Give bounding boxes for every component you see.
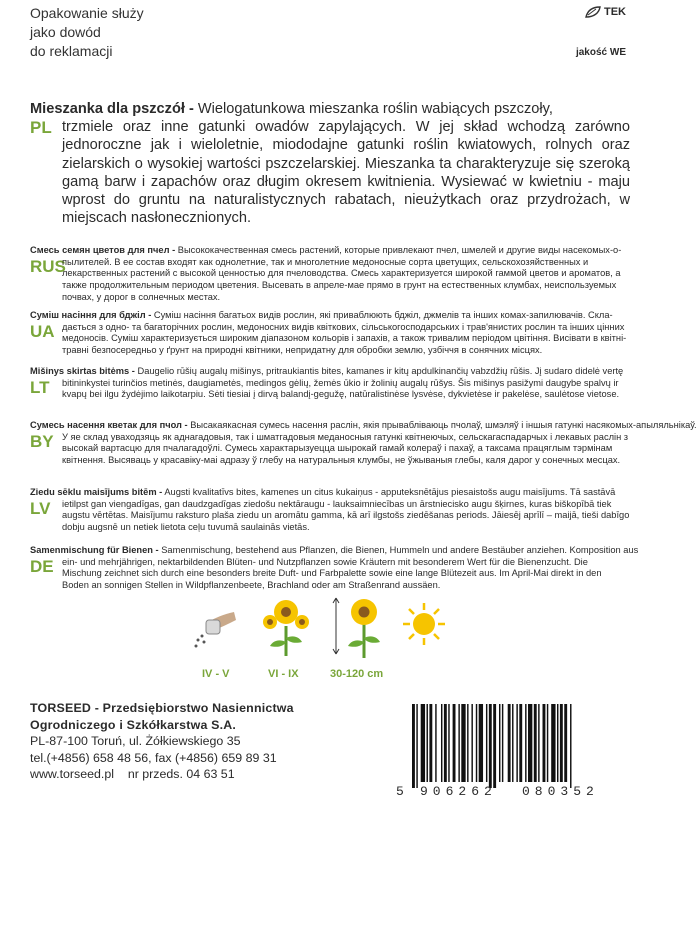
company-phone: tel.(+4856) 658 48 56, fax (+4856) 659 89 31: [30, 750, 277, 765]
lang-tag-ua: UA: [30, 321, 55, 341]
ua-line1: Суміш насіння багатьох видів рослин, які приваблюють бджіл, джмелів та інших комах-запилювачів. Скла-: [153, 310, 613, 320]
barcode-bar: [516, 704, 517, 782]
barcode-bar: [412, 704, 415, 788]
complaint-note: [30, 4, 144, 61]
description-lt: [30, 366, 630, 401]
description-de: [30, 545, 639, 592]
complaint-note-line: do reklamacji: [30, 43, 113, 59]
barcode-bar: [435, 704, 436, 782]
barcode-bar: [448, 704, 449, 782]
by-title: Сумесь насення кветак для пчол -: [30, 420, 188, 430]
barcode-bar: [421, 704, 425, 782]
barcode-bar: [444, 704, 447, 782]
lang-tag-de: DE: [30, 556, 54, 576]
company-info: [30, 700, 294, 783]
lt-body: bitininkystei turinčios metinės, daugiametės, medingos gėlių, žemės ūkio ir žolinių augalų rūšys. Šis mišinys pasižymi daugybe spalvų ir kvapų bei ilgu žydėjimo laikotarpiu. Sėti tiesiai į dirvą balandį-gegužę, natūralistinėse lysvėse, dykvietėse ir pakelėse, saulėtose vietose.: [62, 377, 620, 400]
barcode-bar: [493, 704, 496, 788]
sunflower-height-icon: [330, 596, 390, 658]
lt-line1: Daugelio rūšių augalų mišinys, pritraukiantis bites, kamanes ir kitų apdulkinančių vabzdžių rūšis. Jį sudaro didelė vertę: [137, 366, 624, 376]
barcode-bar: [538, 704, 539, 782]
barcode-digit-lead: 5: [396, 784, 404, 799]
pl-line1: Wielogatunkowa mieszanka roślin wabiących pszczoły,: [197, 101, 553, 117]
by-line1: Высакаякасная сумесь насення раслін, якія прывабліваюць пчолаў, шмэляў і іншыя гатункі насякомых-апыляльнікаў.: [190, 420, 697, 430]
description-lv: [30, 487, 630, 534]
ru-line1: Высококачественная смесь растений, которые привлекают пчел, шмелей и другие виды насекомых-о-: [177, 245, 622, 255]
company-website[interactable]: www.torseed.pl: [30, 767, 115, 781]
barcode-digits-right: 080352: [522, 784, 599, 799]
de-body: ein- und mehrjährigen, nektarbildenden Blüten- und Nutzpflanzen sowie Kräutern mit besonderem Wert für die Bienenzucht. Die Mischung zeichnet sich durch eine besonders breite Duft- und Farbpalette sowie eine lange Blütezeit aus. Im April-Mai direkt in den Boden an sonnigen Stellen in Wildpflanzenbeete, Brachland oder am Straßenrand aussäen.: [62, 556, 602, 591]
barcode-bar: [458, 704, 459, 782]
lang-tag-lv: LV: [30, 498, 51, 518]
barcode-bar: [525, 704, 526, 782]
description-ru: [30, 245, 630, 304]
lang-tag-lt: LT: [30, 377, 50, 397]
barcode: [396, 700, 630, 799]
barcode-bar: [551, 704, 555, 782]
sun-icon: [402, 602, 446, 646]
ua-body: дається з одно- та багаторічних рослин, медоносних видів квіткових, сільськогосподарських і трав'янистих рослин та інших цінних медоносів. Суміш характеризується широким діапазоном кольорів і запахів, а також тривалим періодом цвітіння. Висівати в квітні-травні безпосередньо у ґрунт на природні квітники, непридатну для обробки землю, узбіччя в сонячних місцях.: [62, 321, 627, 356]
barcode-bar: [519, 704, 522, 782]
lv-title: Ziedu sēklu maisījums bitēm -: [30, 487, 163, 497]
company-reg-number: nr przeds. 04 63 51: [127, 767, 235, 781]
leaf-icon: [585, 6, 601, 18]
barcode-bar: [528, 704, 532, 782]
quality-label: jakość WE: [575, 47, 626, 58]
company-address: PL-87-100 Toruń, ul. Żółkiewskiego 35: [30, 734, 241, 748]
ua-title: Суміш насіння для бджіл -: [30, 310, 152, 320]
ru-body: пылителей. В ее состав входят как однолетние, так и многолетние медоносные сорта цветущих, сельскохозяйственных и лекарственных растений с высокой ценностью для пчеловодства. Смесь характеризуется широкой гаммой цветов и ароматов, а также продолжительным периодом цветения. Высевать в апреле-мае прямо в грунт на естественных клумбах, неиспользуемых почвах, у дорог в солнечных местах.: [62, 256, 621, 302]
lang-tag-ru: RUS: [30, 256, 66, 276]
sowing-period-label: IV - V: [202, 668, 230, 680]
by-body: У яе склад уваходзяць як аднагадовыя, так і шматгадовыя меданосныя гатункі квітнеючых, сельскагаспадарчых і лекавых раслін з высокай вартасцю для пчалагадоўлі. Сумесь характарызуецца шырокай гамай колераў і пахаў, а таксама працяглым тэрмінам квітнення. Высяваць у красавіку-маі адразу ў глебу на натуральныя клумбы, не ўжываныя глебы, каля дарог у сонечных месцах.: [62, 431, 629, 466]
barcode-bar: [467, 704, 468, 782]
plant-height-label: 30-120 cm: [330, 668, 384, 680]
complaint-note-line: Opakowanie służy: [30, 5, 144, 21]
barcode-bar: [570, 704, 571, 788]
barcode-bar: [427, 704, 428, 782]
barcode-bar: [560, 704, 563, 782]
growing-pictograms: [180, 600, 440, 690]
barcode-bar: [416, 704, 417, 788]
barcode-bar: [441, 704, 442, 782]
lv-body: ietilpst gan viengadīgas, gan daudzgadīgas ziedošu nektāraugu - lauksaimniecības un ārstniecisko augu šķirnes, kuras biškopībā tiek augstu vērtētas. Maisījumu raksturo plaša ziedu un aromātu gamma, kā arī ilgstošs ziedēšanas periods. Jāiesēj aprīlī – maijā, tieši dabīgo dobju augsnē un netiek lietota ceļu tuvumā saulainās vietās.: [62, 498, 630, 533]
sunflower-bloom-icon: [258, 598, 314, 656]
barcode-bar: [534, 704, 537, 782]
tek-mark: [585, 6, 626, 18]
barcode-bar: [453, 704, 456, 782]
lv-line1: Augsti kvalitatīvs bites, kamenes un citus kukaiņus - apputeksnētājus piesaistošs augu maisījums. Tā sastāvā: [164, 487, 616, 497]
barcode-bar: [547, 704, 548, 782]
flowering-period-label: VI - IX: [268, 668, 299, 680]
ru-title: Смесь семян цветов для пчел -: [30, 245, 176, 255]
barcode-bar: [557, 704, 558, 782]
barcode-bar: [508, 704, 511, 782]
description-by: [30, 420, 697, 467]
sowing-hand-icon: [190, 600, 240, 650]
barcode-bar: [429, 704, 432, 782]
lang-tag-by: BY: [30, 431, 54, 451]
de-title: Samenmischung für Bienen -: [30, 545, 159, 555]
lang-tag-pl: PL: [30, 118, 52, 138]
pl-title: Mieszanka dla pszczół -: [30, 101, 194, 117]
barcode-bar: [476, 704, 477, 782]
tek-label: TEK: [604, 6, 626, 18]
complaint-note-line: jako dowód: [30, 24, 101, 40]
description-pl: [30, 100, 630, 227]
de-line1: Samenmischung, bestehend aus Pflanzen, die Bienen, Hummeln und andere Bestäuber anziehen. Komposition aus: [161, 545, 639, 555]
company-name-line1: TORSEED - Przedsiębiorstwo Nasiennictwa: [30, 701, 294, 715]
barcode-bar: [461, 704, 465, 782]
barcode-bar: [512, 704, 513, 782]
barcode-bar: [564, 704, 567, 782]
barcode-bar: [489, 704, 492, 788]
barcode-bar: [479, 704, 483, 782]
lt-title: Mišinys skirtas bitėms -: [30, 366, 135, 376]
barcode-digits-left: 906262: [420, 784, 497, 799]
company-name-line2: Ogrodniczego i Szkółkarstwa S.A.: [30, 717, 237, 732]
barcode-bar: [499, 704, 500, 782]
pl-body: trzmiele oraz inne gatunki owadów zapylających. W jej skład wchodzą zarówno jednoroczne jak i wieloletnie, miododajne gatunki roślin kwiatowych, rolnych oraz zielarskich o wysokiej wartości pszczelarskiej. Mieszanka ta charakteryzuje się szeroką gamą barw i zapachów oraz długim okresem kwitnienia. Wysiewać w kwietniu - maju wprost do gruntu na naturalistycznych rabatach, nieużytkach oraz przydrożach, w miejscach nasłonecznionych.: [62, 119, 630, 227]
barcode-bar: [471, 704, 472, 782]
barcode-bar: [486, 704, 487, 782]
description-ua: [30, 310, 630, 357]
barcode-bar: [543, 704, 546, 782]
barcode-bar: [502, 704, 503, 782]
